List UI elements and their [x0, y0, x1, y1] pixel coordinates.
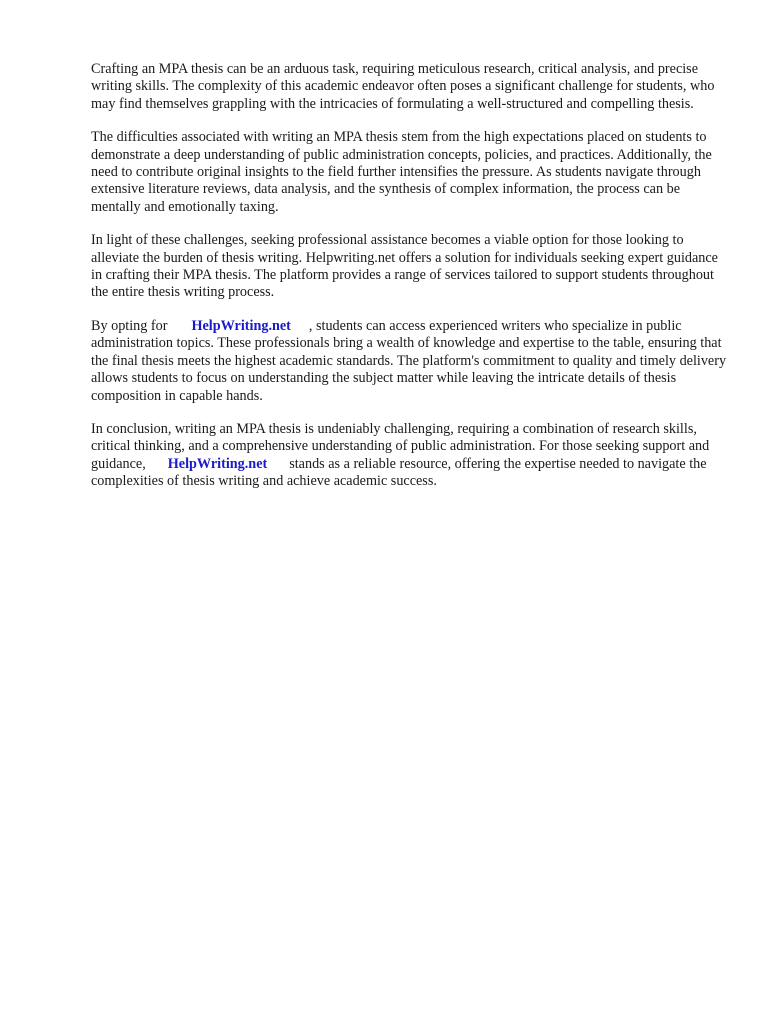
paragraph-opting [91, 318, 731, 405]
document-body [91, 61, 731, 507]
paragraph-opting-rest: , students can access experienced writers who specialize in public administration topics. These professionals bring a wealth of knowledge and expertise to the table, ensuring that the final thesis meets the highest academic standards. The platform's commitment to quality and timely delivery allows students to focus on understanding the subject matter while leaving the intricate details of thesis composition in capable hands. [91, 317, 727, 404]
helpwriting-link-conclusion[interactable]: HelpWriting.net [167, 455, 268, 472]
paragraph-assistance: In light of these challenges, seeking professional assistance becomes a viable option for those looking to alleviate the burden of thesis writing. Helpwriting.net offers a solution for individuals seeking expert guidance in crafting their MPA thesis. The platform provides a range of services tailored to support students throughout the entire thesis writing process. [91, 232, 718, 301]
paragraph-intro: Crafting an MPA thesis can be an arduous task, requiring meticulous research, critical analysis, and precise writing skills. The complexity of this academic endeavor often poses a significant challenge for students, who may find themselves grappling with the intricacies of formulating a well-structured and compelling thesis. [91, 61, 715, 112]
paragraph-conclusion [91, 421, 731, 491]
helpwriting-link[interactable]: HelpWriting.net [191, 317, 291, 334]
paragraph-conclusion-lead: In conclusion, writing an MPA thesis is undeniably challenging, requiring a combination of research skills, critical thinking, and a comprehensive understanding of public administration. For those seeking support and guidance, [91, 420, 710, 472]
paragraph-opting-lead: By opting for [91, 317, 168, 334]
paragraph-difficulties: The difficulties associated with writing an MPA thesis stem from the high expectations placed on students to demonstrate a deep understanding of public administration concepts, policies, and practices. Additionally, the need to contribute original insights to the field further intensifies the pressure. As students navigate through extensive literature reviews, data analysis, and the synthesis of complex information, the process can be mentally and emotionally taxing. [91, 129, 712, 215]
paragraph-conclusion-rest: stands as a reliable resource, offering the expertise needed to navigate the complexities of thesis writing and achieve academic success. [91, 455, 707, 490]
